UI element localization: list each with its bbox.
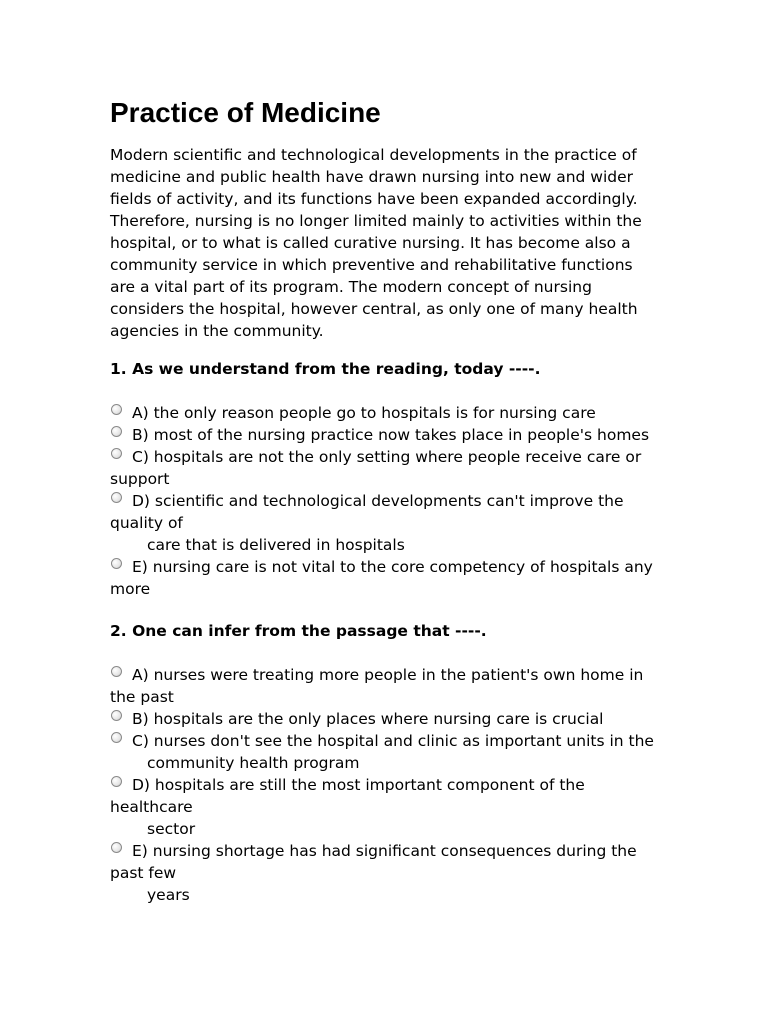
radio-button-icon[interactable] [111,404,122,415]
option-label: A) the only reason people go to hospitals is for nursing care [132,404,596,422]
option-e[interactable] [110,840,658,906]
option-b[interactable] [110,708,658,730]
option-label: A) nurses were treating more people in the patient's own home in the past [110,666,644,706]
radio-button-icon[interactable] [111,666,122,677]
radio-button-icon[interactable] [111,558,122,569]
option-c[interactable] [110,446,658,490]
radio-button-icon[interactable] [111,448,122,459]
option-b[interactable] [110,424,658,446]
option-label: E) nursing shortage has had significant consequences during the past few [110,842,637,882]
option-label-continuation: years [147,886,190,904]
radio-button-icon[interactable] [111,710,122,721]
question-text: 2. One can infer from the passage that ----. [110,622,487,640]
radio-button-icon[interactable] [111,842,122,853]
page-title: Practice of Medicine [110,97,381,128]
answer-options [110,402,658,600]
radio-button-icon[interactable] [111,732,122,743]
option-label: D) scientific and technological developments can't improve the quality of [110,492,624,532]
option-c[interactable] [110,730,658,774]
reading-passage: Modern scientific and technological developments in the practice of medicine and public health have drawn nursing into new and wider fields of activity, and its functions have been expanded accordingly. Therefore, nursing is no longer limited mainly to activities within the hospital, or to what is called curative nursing. It has become also a community service in which preventive and rehabilitative functions are a vital part of its program. The modern concept of nursing considers the hospital, however central, as only one of many health agencies in the community. [110,146,642,340]
answer-options [110,664,658,906]
option-label-continuation: sector [147,820,196,838]
option-d[interactable] [110,490,658,556]
radio-button-icon[interactable] [111,492,122,503]
option-label: C) hospitals are not the only setting where people receive care or support [110,448,642,488]
option-label: B) hospitals are the only places where nursing care is crucial [132,710,604,728]
option-e[interactable] [110,556,658,600]
option-a[interactable] [110,664,658,708]
option-label-continuation: community health program [147,754,360,772]
option-label: D) hospitals are still the most important component of the healthcare [110,776,585,816]
radio-button-icon[interactable] [111,776,122,787]
option-a[interactable] [110,402,658,424]
question-1 [110,358,658,600]
question-2 [110,620,658,906]
question-text: 1. As we understand from the reading, today ----. [110,360,541,378]
option-label-continuation: care that is delivered in hospitals [147,536,405,554]
option-label: C) nurses don't see the hospital and clinic as important units in the [132,732,654,750]
document-page [110,96,658,926]
radio-button-icon[interactable] [111,426,122,437]
option-label: E) nursing care is not vital to the core competency of hospitals any more [110,558,653,598]
option-d[interactable] [110,774,658,840]
option-label: B) most of the nursing practice now takes place in people's homes [132,426,650,444]
